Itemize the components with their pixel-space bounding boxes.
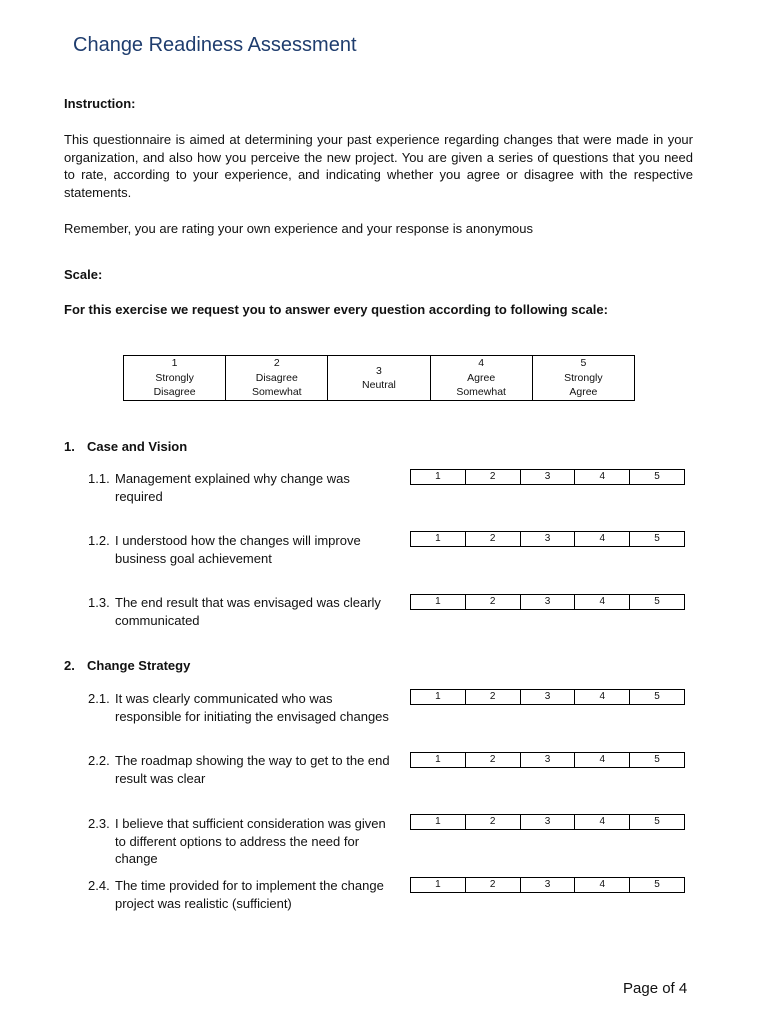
scale-cell-5 (532, 356, 634, 401)
instruction-text: This questionnaire is aimed at determining your past experience regarding changes that were made in your organization, and also how you perceive the new project. You are given a series of questions that you need to rate, according to your experience, and indicating whether you agree or disagree with the respective statements. (64, 132, 693, 200)
question-number: 2.4. (88, 878, 110, 893)
scale-cell-3 (328, 356, 430, 401)
question-number: 1.3. (88, 595, 110, 610)
rating-option[interactable]: 5 (654, 816, 660, 827)
rating-option[interactable]: 3 (521, 753, 576, 767)
section-heading (64, 658, 190, 673)
rating-option[interactable]: 3 (521, 878, 576, 892)
rating-option[interactable]: 1 (411, 595, 466, 609)
rating-row-1-1 (410, 469, 685, 485)
rating-option[interactable]: 5 (654, 471, 660, 482)
question-1-2 (88, 532, 398, 567)
question-1-1 (88, 470, 398, 505)
question-number: 2.1. (88, 691, 110, 706)
rating-option[interactable]: 4 (575, 753, 630, 767)
rating-option[interactable]: 5 (654, 879, 660, 890)
section-number: 1. (64, 439, 75, 454)
rating-option[interactable]: 1 (411, 690, 466, 704)
scale-cell-4 (430, 356, 532, 401)
rating-option[interactable]: 1 (411, 878, 466, 892)
question-text: The time provided for to implement the change project was realistic (sufficient) (115, 878, 384, 911)
rating-option[interactable]: 2 (466, 470, 521, 484)
scale-line2: Somewhat (456, 386, 506, 399)
scale-line1: Neutral (362, 379, 396, 391)
rating-option[interactable]: 4 (575, 470, 630, 484)
scale-cell-2 (226, 356, 328, 401)
rating-option[interactable]: 2 (466, 595, 521, 609)
scale-line1: Strongly (564, 371, 603, 384)
page-footer: Page of 4 (623, 980, 688, 997)
rating-option[interactable]: 5 (654, 691, 660, 702)
scale-line2: Agree (569, 386, 598, 399)
question-number: 1.1. (88, 471, 110, 486)
scale-num: 4 (478, 357, 485, 370)
question-number: 1.2. (88, 533, 110, 548)
rating-row-1-3 (410, 594, 685, 610)
rating-option[interactable]: 2 (466, 753, 521, 767)
scale-num: 2 (273, 357, 280, 370)
question-text: The end result that was envisaged was clearly communicated (115, 595, 381, 628)
scale-cell-1 (124, 356, 226, 401)
scale-line2: Disagree (153, 386, 196, 399)
question-text: The roadmap showing the way to get to the end result was clear (115, 753, 390, 786)
rating-option[interactable]: 4 (575, 595, 630, 609)
question-number: 2.2. (88, 753, 110, 768)
rating-option[interactable]: 1 (411, 470, 466, 484)
question-number: 2.3. (88, 816, 110, 831)
scale-label: Scale: (64, 267, 103, 282)
question-text: I understood how the changes will improve business goal achievement (115, 533, 361, 566)
rating-row-1-2 (410, 531, 685, 547)
scale-num: 3 (376, 364, 382, 377)
rating-row-2-1 (410, 689, 685, 705)
rating-option[interactable]: 2 (466, 690, 521, 704)
rating-option[interactable]: 4 (575, 532, 630, 546)
reminder-text: Remember, you are rating your own experience and your response is anonymous (64, 221, 533, 236)
rating-row-2-2 (410, 752, 685, 768)
scale-line1: Agree (467, 371, 496, 384)
question-2-3 (88, 815, 398, 868)
rating-option[interactable]: 3 (521, 690, 576, 704)
question-2-4 (88, 877, 398, 912)
rating-option[interactable]: 1 (411, 815, 466, 829)
section-title: Case and Vision (87, 439, 188, 454)
rating-option[interactable]: 4 (575, 815, 630, 829)
section-title: Change Strategy (87, 658, 191, 673)
scale-table (123, 355, 635, 401)
rating-row-2-3 (410, 814, 685, 830)
scale-line2: Somewhat (251, 386, 302, 399)
question-2-2 (88, 752, 398, 787)
page-title: Change Readiness Assessment (73, 34, 357, 56)
rating-option[interactable]: 4 (575, 878, 630, 892)
rating-option[interactable]: 4 (575, 690, 630, 704)
rating-option[interactable]: 1 (411, 532, 466, 546)
rating-option[interactable]: 5 (654, 533, 660, 544)
question-text: It was clearly communicated who was responsible for initiating the envisaged changes (115, 691, 389, 724)
section-heading (64, 439, 187, 454)
rating-option[interactable]: 1 (411, 753, 466, 767)
scale-line1: Disagree (255, 371, 298, 384)
rating-option[interactable]: 3 (521, 470, 576, 484)
question-2-1 (88, 690, 398, 725)
question-text: I believe that sufficient consideration was given to different options to address the need for change (115, 816, 386, 867)
section-number: 2. (64, 658, 75, 673)
question-1-3 (88, 594, 398, 629)
scale-num: 1 (171, 357, 178, 370)
rating-row-2-4 (410, 877, 685, 893)
rating-option[interactable]: 2 (466, 532, 521, 546)
rating-option[interactable]: 5 (654, 596, 660, 607)
scale-line1: Strongly (155, 371, 194, 384)
rating-option[interactable]: 3 (521, 595, 576, 609)
rating-option[interactable]: 2 (466, 878, 521, 892)
rating-option[interactable]: 5 (654, 754, 660, 765)
rating-option[interactable]: 3 (521, 815, 576, 829)
question-text: Management explained why change was required (115, 471, 350, 504)
scale-instruction: For this exercise we request you to answer every question according to following scale: (64, 302, 608, 317)
rating-option[interactable]: 3 (521, 532, 576, 546)
instruction-label: Instruction: (64, 96, 136, 111)
rating-option[interactable]: 2 (466, 815, 521, 829)
scale-num: 5 (580, 357, 587, 370)
